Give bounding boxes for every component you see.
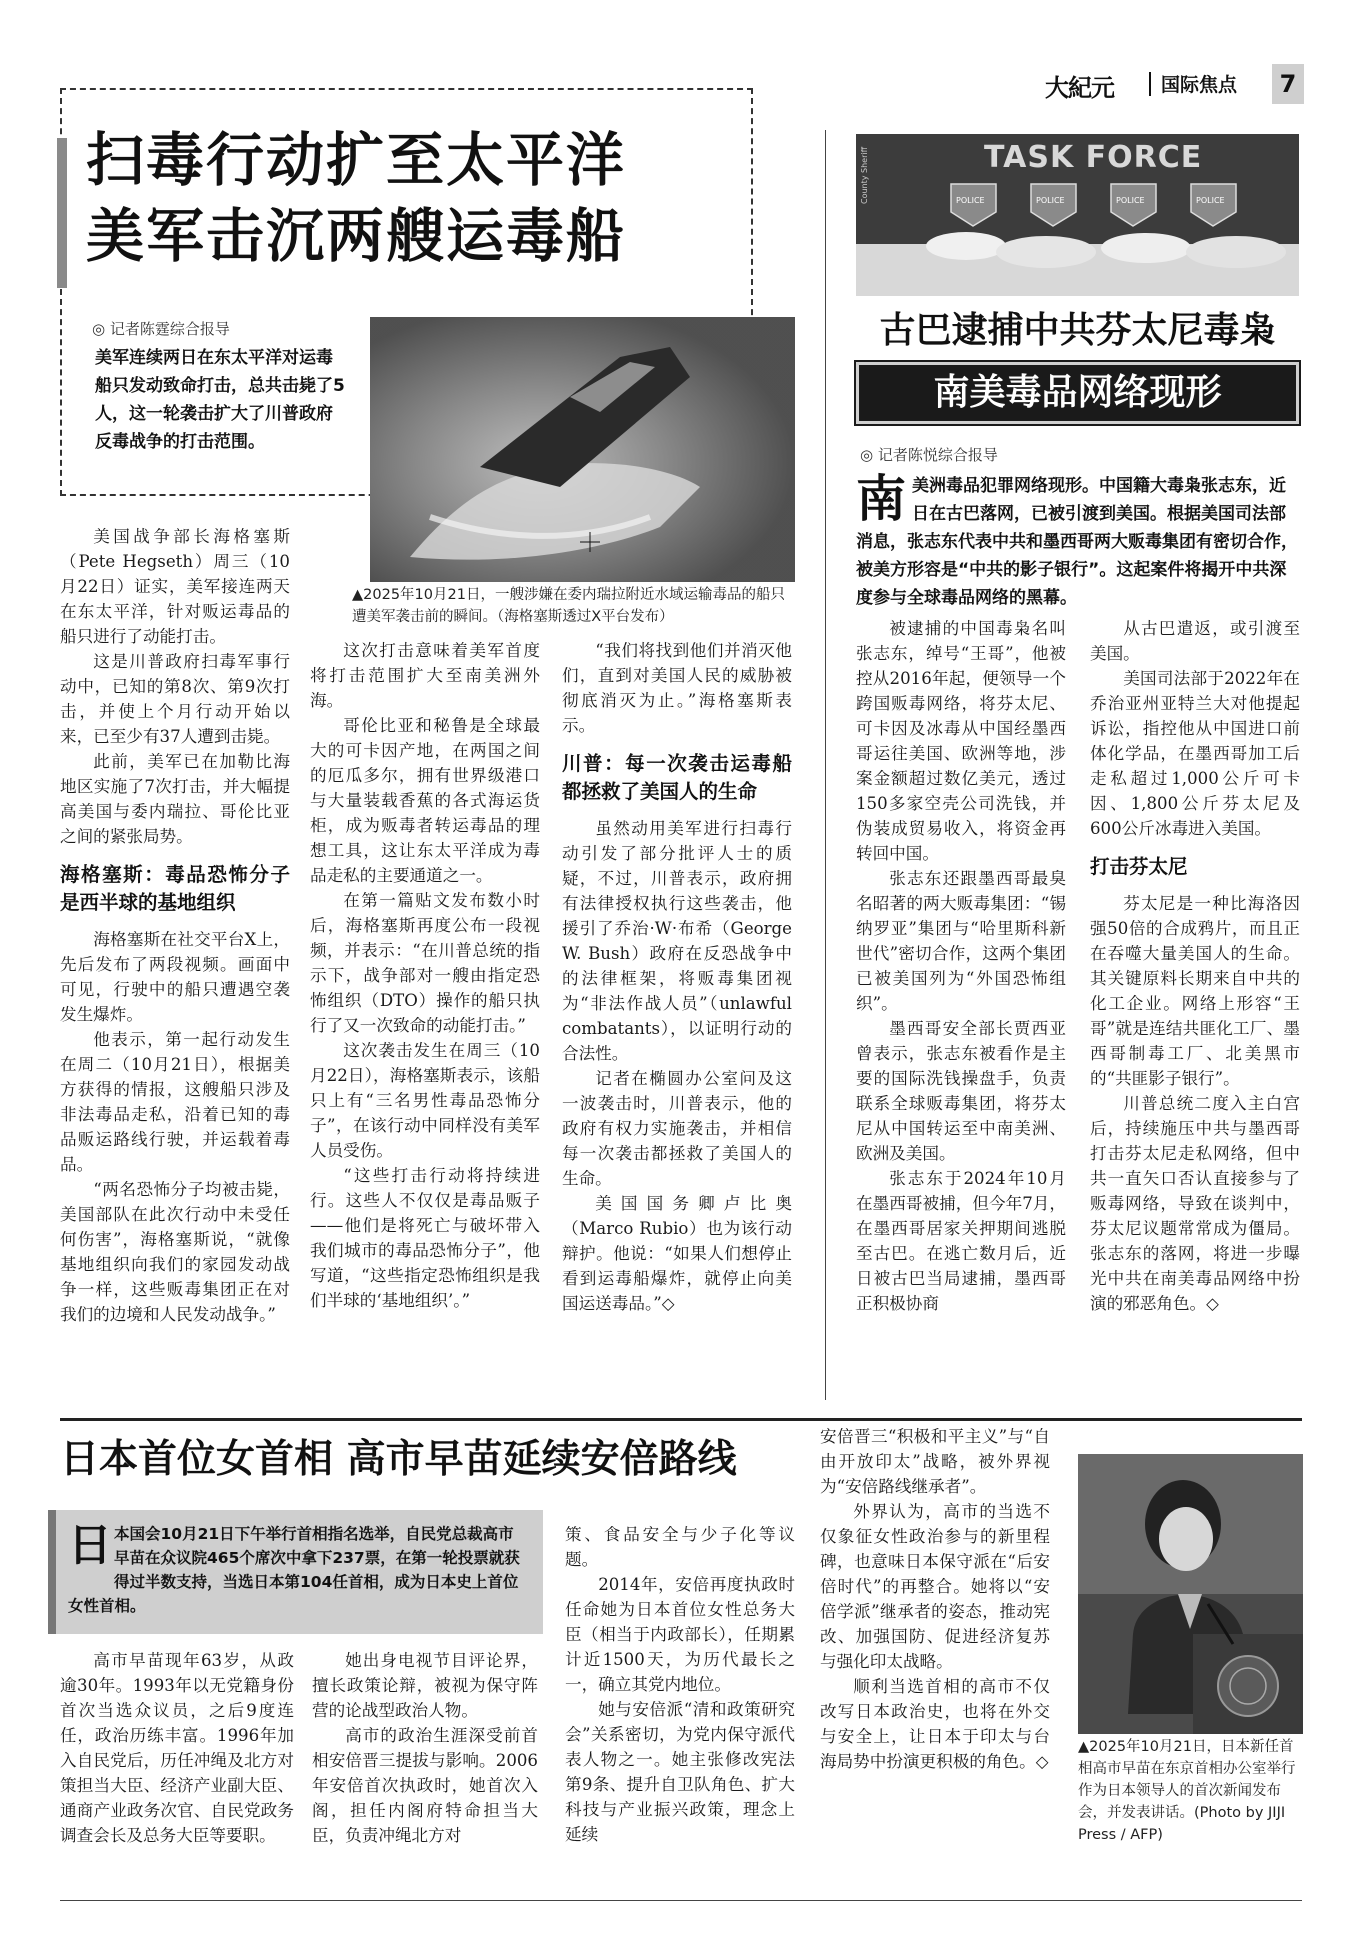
masthead xyxy=(1045,66,1305,102)
article3-column4 xyxy=(820,1424,1050,1774)
badge-label-4: POLICE xyxy=(1196,196,1225,205)
article2-col2-p2: 美国司法部于2022年在乔治亚州亚特兰大对他提起诉讼，指控他从中国进口前体化学品，在墨西哥加工后走私超过1,000公斤可卡因、1,800公斤芬太尼及600公斤冰毒进入美国。 xyxy=(1090,669,1300,838)
article3-col2-p2: 高市的政治生涯深受前首相安倍晋三提拔与影响。2006年安倍首次执政时，她首次入阁，担任内阁府特命担当大臣，负责冲绳北方对 xyxy=(312,1726,538,1845)
article2-col1-p1: 被逮捕的中国毒枭名叫张志东，绰号“王哥”，他被控从2016年起，便领导一个跨国贩毒网络，将芬太尼、可卡因及冰毒从中国经墨西哥运往美国、欧洲等地，涉案金额超过数亿美元，透过150多家空壳公司洗钱，并伪装成贸易收入，将资金再转回中国。 xyxy=(856,619,1066,863)
boat-photo-caption: ▲2025年10月21日，一艘涉嫌在委内瑞拉附近水域运输毒品的船只遭美军袭击前的瞬间。（海格塞斯透过X平台发布） xyxy=(352,587,785,625)
article3-col4-p2: 外界认为，高市的当选不仅象征女性政治参与的新里程碑，也意味日本保守派在“后安倍时代”的再整合。她将以“安倍学派”继承者的姿态，推动宪改、加强国防、促进经济复苏与强化印太战略。 xyxy=(820,1502,1050,1671)
article2-subhead: 打击芬太尼 xyxy=(1090,855,1188,878)
article3-headline: 日本首位女首相 高市早苗延续安倍路线 xyxy=(60,1437,737,1482)
article2-col1-p4: 张志东于2024年10月在墨西哥被捕，但今年7月，在墨西哥居家关押期间逃脱至古巴。在逃亡数月后，近日被古巴当局逮捕，墨西哥正积极协商 xyxy=(856,1169,1066,1313)
article3-col2-p1: 她出身电视节目评论界，擅长政策论辩，被视为保守阵营的论战型政治人物。 xyxy=(312,1651,538,1720)
article3-col1-p1: 高市早苗现年63岁，从政逾30年。1993年以无党籍身份首次当选众议员，之后9度连任，政治历练丰富。1996年加入自民党后，历任冲绳及北方对策担当大臣、经济产业副大臣、通商产业政务次官、自民党政务调查会长及总务大臣等要职。 xyxy=(60,1651,294,1845)
article1-column3 xyxy=(562,638,792,1316)
article2-col1-p3: 墨西哥安全部长贾西亚曾表示，张志东被看作是主要的国际洗钱操盘手，负责联系全球贩毒集团，将芬太尼从中国转运至中南美洲、欧洲及美国。 xyxy=(856,1019,1066,1163)
article3-col4-p3: 顺利当选首相的高市不仅改写日本政治史，也将在外交与安全上，让日本于印太与台海局势中扮演更积极的角色。◇ xyxy=(820,1677,1050,1771)
takaichi-image xyxy=(1078,1454,1303,1734)
article3-lead-box xyxy=(48,1510,543,1634)
article2-column2 xyxy=(1090,616,1300,1316)
article3-column2 xyxy=(312,1648,538,1848)
article1-col3-p1: “我们将找到他们并消灭他们，直到对美国人民的威胁被彻底消灭为止。”海格塞斯表示。 xyxy=(562,641,792,735)
article2-byline: ◎ 记者陈悦综合报导 xyxy=(860,446,998,464)
section-divider xyxy=(60,1418,1302,1421)
article1-col2-p4: 这次袭击发生在周三（10月22日），海格塞斯表示，该船只上有“三名男性毒品恐怖分子”，在该行动中同样没有美军人员受伤。 xyxy=(310,1041,540,1160)
boat-strike-photo xyxy=(370,317,795,582)
article3-col4-p1: 安倍晋三“积极和平主义”与“自由开放印太”战略，被外界视为“安倍路线继承者”。 xyxy=(820,1427,1050,1496)
article2-lead-block xyxy=(856,472,1302,612)
article1-col3b-p2: 记者在椭圆办公室问及这一波袭击时，川普表示，他的政府有权力实施袭击，并相信每一次袭击都拯救了美国人的生命。 xyxy=(562,1069,792,1188)
article2-col2-p1: 从古巴遣返，或引渡至美国。 xyxy=(1090,619,1300,663)
article1-col1-p2: 这是川普政府扫毒军事行动中，已知的第8次、第9次打击，并使上个月行动开始以来，已至少有37人遭到击毙。 xyxy=(60,652,290,746)
article1-col1b-p2: 他表示，第一起行动发生在周二（10月21日），根据美方获得的情报，这艘船只涉及非法毒品走私，沿着已知的毒品贩运路线行驶，并运载着毒品。 xyxy=(60,1030,290,1174)
article1-column1 xyxy=(60,524,290,1327)
page-number: 7 xyxy=(1272,64,1304,104)
article1-col3b-p3: 美国国务卿卢比奥（Marco Rubio）也为该行动辩护。他说：“如果人们想停止看到运毒船爆炸，就停止向美国运送毒品。”◇ xyxy=(562,1194,792,1313)
article3-lead: 本国会10月21日下午举行首相指名选举，自民党总裁高市早苗在众议院465个席次中拿下237票，在第一轮投票就获得过半数支持，当选日本第104任首相，成为日本史上首位女性首相。 xyxy=(68,1525,520,1615)
photo-credit-vertical: County Sheriff xyxy=(860,146,869,204)
article1-col1-p3: 此前，美军已在加勒比海地区实施了7次打击，并大幅提高美国与委内瑞拉、哥伦比亚之间的紧张局势。 xyxy=(60,752,290,846)
article2-headline-line1: 古巴逮捕中共芬太尼毒枭 xyxy=(879,310,1276,351)
article3-col3-p2: 2014年，安倍再度执政时任命她为日本首位女性总务大臣（相当于内政部长），任期累计近1500天，为历代最长之一，确立其党内地位。 xyxy=(565,1575,795,1694)
badge-label-1: POLICE xyxy=(956,196,985,205)
article1-col2-p5: “这些打击行动将持续进行。这些人不仅仅是毒品贩子——他们是将死亡与破坏带入我们城市的毒品恐怖分子”，他写道，“这些指定恐怖组织是我们半球的‘基地组织’。” xyxy=(310,1166,540,1310)
article1-col1b-p1: 海格塞斯在社交平台X上，先后发布了两段视频。画面中可见，行驶中的船只遭遇空袭发生爆炸。 xyxy=(60,930,290,1024)
article1-col2-p2: 哥伦比亚和秘鲁是全球最大的可卡因产地，在两国之间的厄瓜多尔，拥有世界级港口与大量装载香蕉的各式海运货柜，成为贩毒者转运毒品的理想工具，这让东太平洋成为毒品走私的主要通道之一。 xyxy=(310,716,540,885)
article2-column1 xyxy=(856,616,1066,1316)
article1-headline-line1: 扫毒行动扩至太平洋 xyxy=(86,126,627,194)
article1-subhead2: 川普：每一次袭击运毒船都拯救了美国人的生命 xyxy=(562,752,792,803)
article1-column2 xyxy=(310,638,540,1313)
article1-col2-p3: 在第一篇贴文发布数小时后，海格塞斯再度公布一段视频，并表示：“在川普总统的指示下，战争部对一艘由指定恐怖组织（DTO）操作的船只执行了又一次致命的动能打击。” xyxy=(310,891,540,1035)
article3-col3-p3: 她与安倍派“清和政策研究会”关系密切，为党内保守派代表人物之一。她主张修改宪法第9条、提升自卫队角色、扩大科技与产业振兴政策，理念上延续 xyxy=(565,1700,795,1844)
article3-column3 xyxy=(565,1522,795,1847)
column-divider xyxy=(825,130,826,1400)
article2-headline-box xyxy=(856,362,1299,424)
article1-col3b-p1: 虽然动用美军进行扫毒行动引发了部分批评人士的质疑，不过，川普表示，政府拥有法律授权执行这些袭击，他援引了乔治·W·布希（George W. Bush）政府在反恐战争中的法律框架，将贩毒集团视为“非法作战人员”（unlawful combatants），以证明行动的合法性。 xyxy=(562,819,792,1063)
masthead-divider xyxy=(1149,72,1151,96)
takaichi-photo xyxy=(1078,1454,1303,1734)
headline-box xyxy=(86,122,726,274)
headline-accent-bar xyxy=(57,138,67,288)
boat-strike-image xyxy=(370,317,795,582)
takaichi-photo-caption: ▲2025年10月21日，日本新任首相高市早苗在东京首相办公室举行作为日本领导人的首次新闻发布会，并发表讲话。(Photo by JIJI Press / AFP) xyxy=(1078,1739,1296,1843)
article2-col1-p2: 张志东还跟墨西哥最臭名昭著的两大贩毒集团：“锡纳罗亚”集团与“哈里斯科新世代”密切合作，这两个集团已被美国列为“外国恐怖组织”。 xyxy=(856,869,1066,1013)
article2-col2b-p1: 芬太尼是一种比海洛因强50倍的合成鸦片，而且正在吞噬大量美国人的生命。其关键原料长期来自中共的化工企业。网络上形容“王哥”就是连结共匪化工厂、墨西哥制毒工厂、北美黑市的“共匪影子银行”。 xyxy=(1090,894,1300,1088)
article1-subhead1: 海格塞斯：毒品恐怖分子是西半球的基地组织 xyxy=(60,863,290,914)
article2-headline-line2: 南美毒品网络现形 xyxy=(933,372,1222,413)
article2-dropcap: 南 xyxy=(856,470,906,528)
article3-dropcap: 日 xyxy=(68,1520,112,1571)
task-force-banner: TASK FORCE xyxy=(984,140,1203,175)
article2-col2b-p2: 川普总统二度入主白宫后，持续施压中共与墨西哥打击芬太尼走私网络，但中共一直矢口否认直接参与了贩毒网络，导致在谈判中，芬太尼议题常常成为僵局。张志东的落网，将进一步曝光中共在南美毒品网络中扮演的邪恶角色。◇ xyxy=(1090,1094,1300,1313)
task-force-photo xyxy=(856,134,1299,296)
badge-label-2: POLICE xyxy=(1036,196,1065,205)
article2-lead: 美洲毒品犯罪网络现形。中国籍大毒枭张志东，近日在古巴落网，已被引渡到美国。根据美国司法部消息，张志东代表中共和墨西哥两大贩毒集团有密切合作，被美方形容是“中共的影子银行”。这起案件将揭开中共深度参与全球毒品网络的黑幕。 xyxy=(856,476,1298,608)
article3-col3-p1: 策、食品安全与少子化等议题。 xyxy=(565,1525,795,1569)
article1-lead: 美军连续两日在东太平洋对运毒船只发动致命打击，总共击毙了5人，这一轮袭击扩大了川普政府反毒战争的打击范围。 xyxy=(95,348,345,452)
masthead-logo: 大紀元 xyxy=(1045,73,1114,102)
article1-byline: ◎ 记者陈霆综合报导 xyxy=(92,320,230,338)
masthead-section: 国际焦点 xyxy=(1161,74,1238,96)
badge-label-3: POLICE xyxy=(1116,196,1145,205)
article1-col2-p1: 这次打击意味着美军首度将打击范围扩大至南美洲外海。 xyxy=(310,641,540,710)
article3-column1 xyxy=(60,1648,294,1848)
article1-col1b-p3: “两名恐怖分子均被击毙，美国部队在此次行动中未受任何伤害”，海格塞斯说，“就像基地组织向我们的家园发动战争一样，这些贩毒集团正在对我们的边境和人民发动战争。” xyxy=(60,1180,290,1324)
article1-headline-line2: 美军击沉两艘运毒船 xyxy=(86,202,627,270)
article1-col1-p1: 美国战争部长海格塞斯（Pete Hegseth）周三（10月22日）证实，美军接连两天在东太平洋，针对贩运毒品的船只进行了动能打击。 xyxy=(60,527,290,646)
bottom-rule xyxy=(60,1900,1302,1901)
